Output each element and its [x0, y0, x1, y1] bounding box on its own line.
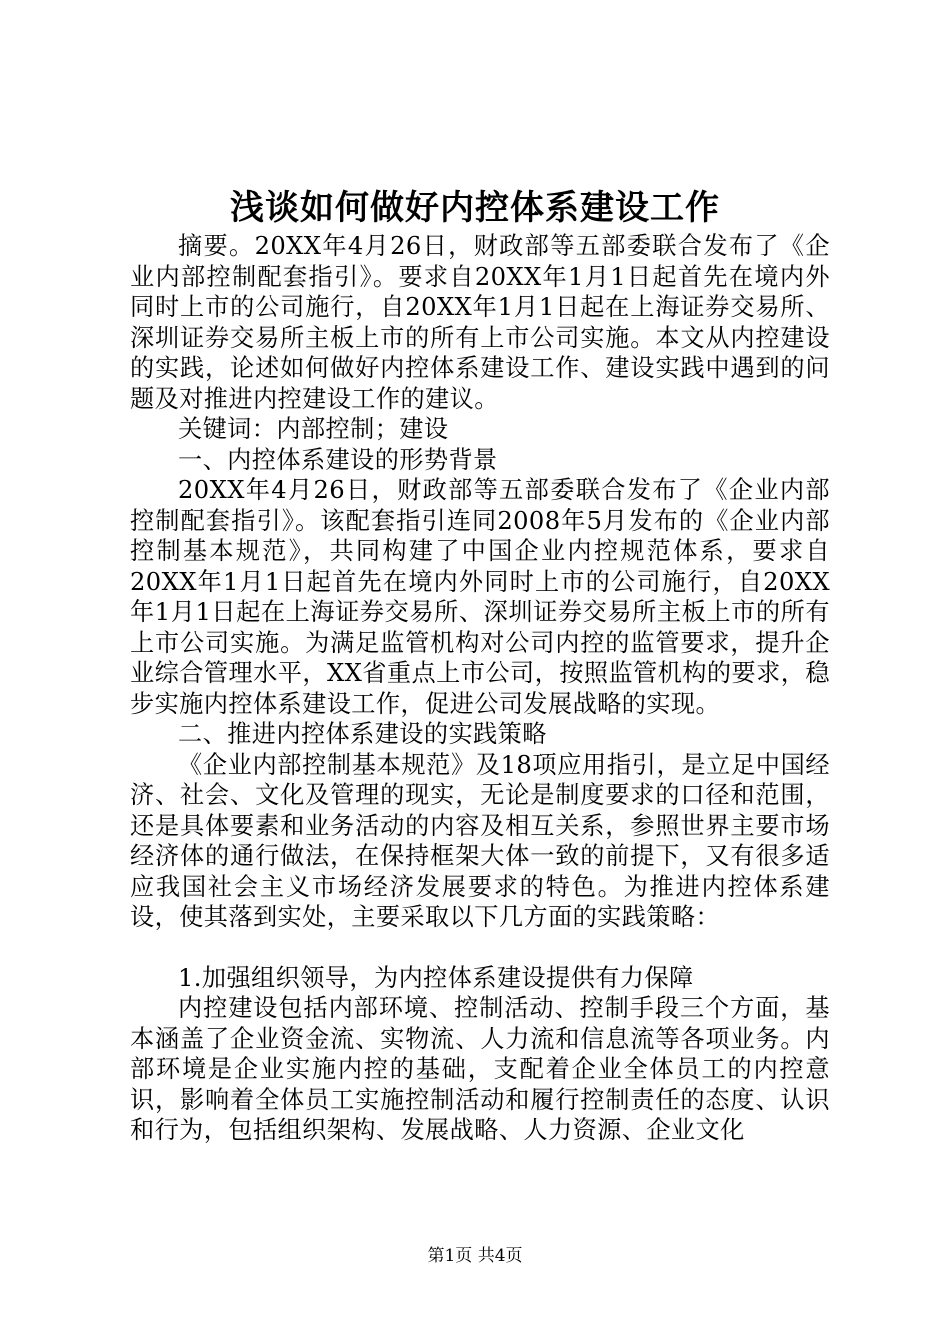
document-body	[130, 231, 830, 1146]
body-paragraph: 20XX年4月26日，财政部等五部委联合发布了《企业内部控制配套指引》。该配套指引连同2008年5月发布的《企业内部控制基本规范》，共同构建了中国企业内控规范体系，要求自20XX年1月1日起首先在境内外同时上市的公司施行，自20XX年1月1日起在上海证券交易所、深圳证券交易所主板上市的所有上市公司实施。为满足监管机构对公司内控的监管要求，提升企业综合管理水平，XX省重点上市公司，按照监管机构的要求，稳步实施内控体系建设工作，促进公司发展战略的实现。	[130, 476, 830, 718]
blank-line	[130, 933, 830, 963]
keywords-line: 关键词：内部控制；建设	[178, 415, 449, 443]
subsection-heading-1: 1.加强组织领导，为内控体系建设提供有力保障	[178, 963, 694, 992]
body-paragraph: 《企业内部控制基本规范》及18项应用指引，是立足中国经济、社会、文化及管理的现实，无论是制度要求的口径和范围，还是具体要素和业务活动的内容及相互关系，参照世界主要市场经济体的通行做法，在保持框架大体一致的前提下，又有很多适应我国社会主义市场经济发展要求的特色。为推进内控体系建设，使其落到实处，主要采取以下几方面的实践策略：	[130, 750, 830, 931]
document-title: 浅谈如何做好内控体系建设工作	[230, 188, 720, 228]
body-paragraph: 内控建设包括内部环境、控制活动、控制手段三个方面，基本涵盖了企业资金流、实物流、人力流和信息流等各项业务。内部环境是企业实施内控的基础，支配着企业全体员工的内控意识，影响着全体员工实施控制活动和履行控制责任的态度、认识和行为，包括组织架构、发展战略、人力资源、企业文化	[130, 994, 830, 1144]
section-heading-1: 一、内控体系建设的形势背景	[178, 445, 498, 474]
section-heading-2: 二、推进内控体系建设的实践策略	[178, 720, 547, 748]
abstract-paragraph: 摘要。20XX年4月26日，财政部等五部委联合发布了《企业内部控制配套指引》。要求自20XX年1月1日起首先在境内外同时上市的公司施行，自20XX年1月1日起在上海证券交易所、深圳证券交易所主板上市的所有上市公司实施。本文从内控建设的实践，论述如何做好内控体系建设工作、建设实践中遇到的问题及对推进内控建设工作的建议。	[130, 232, 830, 413]
page-footer: 第1页 共4页	[427, 1246, 523, 1266]
